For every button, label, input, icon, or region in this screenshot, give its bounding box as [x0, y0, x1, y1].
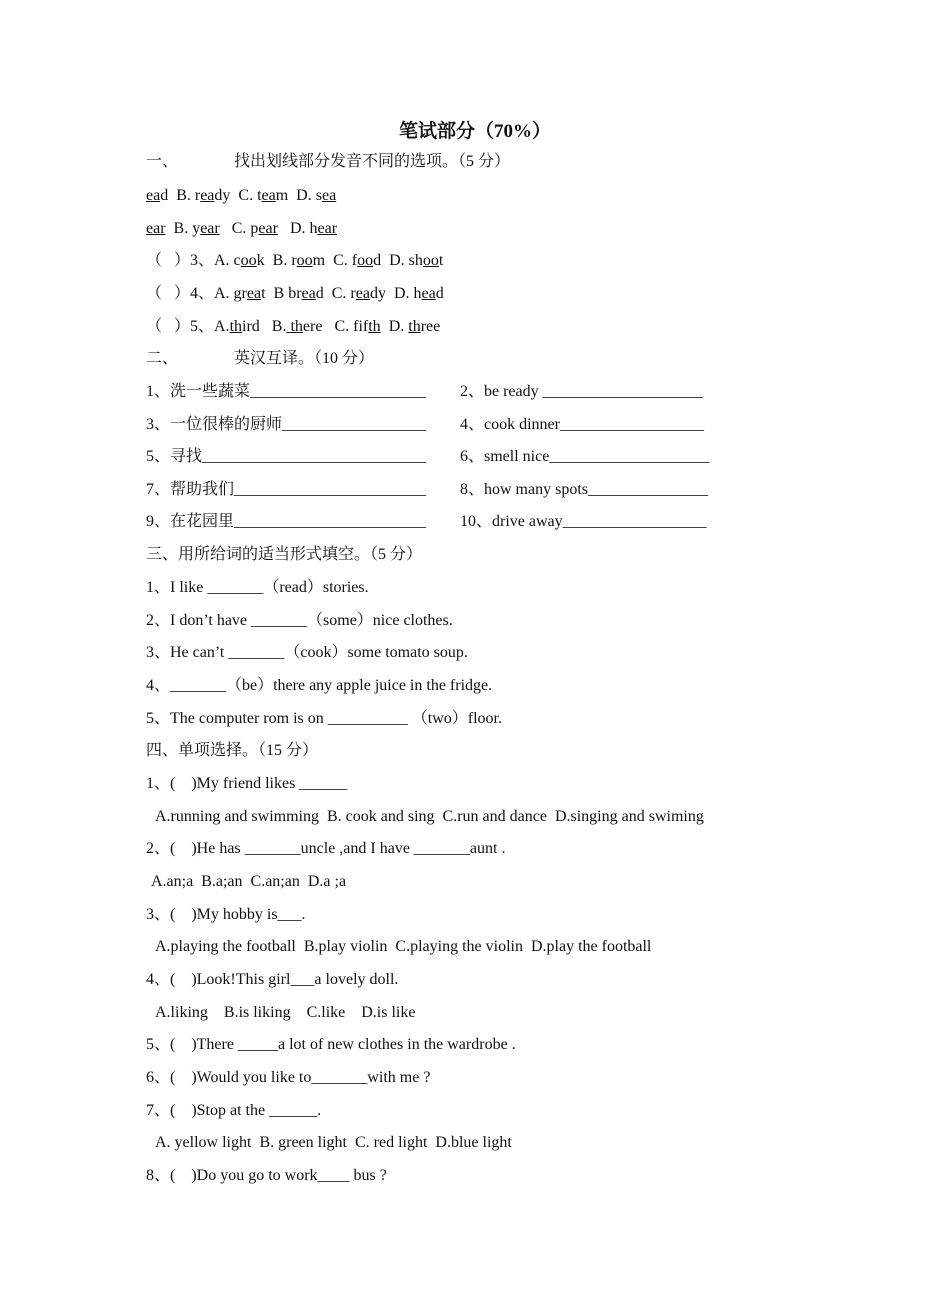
s4-options: A.an;a B.a;an C.an;an D.a ;a — [151, 873, 347, 890]
s4-options: A.liking B.is liking C.like D.is like — [155, 1004, 416, 1021]
text: d D. sh — [373, 252, 423, 269]
section-1-heading — [146, 152, 510, 172]
s3-item: 4、_______（be）there any apple juice in the fridge. — [146, 677, 493, 694]
text: t B br — [261, 285, 302, 302]
text: m D. s — [275, 187, 322, 204]
underlined-text: oo — [296, 252, 313, 269]
s4-question: 3、( )My hobby is___. — [146, 906, 306, 923]
s1-question-1 — [146, 186, 336, 206]
s4-question: 6、( )Would you like to_______with me ? — [146, 1069, 431, 1086]
text: B. y — [165, 220, 201, 237]
underlined-text: ear — [200, 220, 220, 237]
s4-question: 1、( )My friend likes ______ — [146, 775, 348, 792]
text: d C. r — [315, 285, 356, 302]
text: m C. f — [312, 252, 358, 269]
text: d — [435, 285, 444, 302]
underlined-text: oo — [240, 252, 257, 269]
underlined-text: ear — [317, 220, 338, 237]
s4-options: A. yellow light B. green light C. red light D.blue light — [155, 1134, 512, 1151]
underlined-text: ea — [146, 187, 161, 204]
underlined-text: ear — [258, 220, 278, 237]
text: C. p — [219, 220, 259, 237]
section-2-heading — [146, 349, 374, 369]
text: ere C. fif — [302, 318, 369, 335]
s3-item: 2、I don’t have _______（some）nice clothes. — [146, 612, 453, 629]
s2-item-right: 4、cook dinner__________________ — [460, 416, 704, 433]
s4-question: 4、( )Look!This girl___a lovely doll. — [146, 971, 399, 988]
s4-question: 5、( )There _____a lot of new clothes in the wardrobe . — [146, 1036, 516, 1053]
underlined-text: oo — [357, 252, 374, 269]
s4-question: 8、( )Do you go to work____ bus ? — [146, 1167, 387, 1184]
s2-item-left: 5、寻找____________________________ — [146, 448, 427, 465]
s2-item-right: 6、smell nice____________________ — [460, 448, 710, 465]
s4-question: 7、( )Stop at the ______. — [146, 1102, 322, 1119]
underlined-text: ear — [146, 220, 166, 237]
underlined-text: ea — [321, 187, 337, 204]
text: ird B. — [242, 318, 287, 335]
s2-item-right: 2、be ready ____________________ — [460, 383, 703, 400]
s2-item-right: 8、how many spots_______________ — [460, 481, 709, 498]
section-4-heading: 四、单项选择。（15 分） — [146, 742, 319, 759]
text: ree — [420, 318, 441, 335]
underlined-text: ea — [421, 285, 436, 302]
s3-item: 1、I like _______（read）stories. — [146, 579, 369, 596]
text: （ ）4、A. gr — [146, 285, 247, 302]
underlined-text: ea — [246, 285, 262, 302]
s2-item-left: 7、帮助我们________________________ — [146, 481, 427, 498]
s1-question-3 — [146, 251, 443, 271]
text: dy C. t — [214, 187, 262, 204]
underlined-text: th — [229, 318, 243, 335]
section-2-instruction: 英汉互译。（10 分） — [234, 350, 375, 367]
underlined-text: oo — [422, 252, 439, 269]
text: dy D. h — [369, 285, 422, 302]
s2-item-right: 10、drive away__________________ — [460, 513, 707, 530]
s1-question-4 — [146, 284, 444, 304]
s1-question-2 — [146, 219, 337, 239]
s1-question-5 — [146, 317, 440, 337]
underlined-text: th — [286, 318, 303, 335]
s3-item: 5、The computer rom is on __________ （two）floor. — [146, 710, 502, 727]
s2-item-left: 3、一位很棒的厨师__________________ — [146, 416, 427, 433]
underlined-text: ea — [355, 285, 370, 302]
page-title: 笔试部分（70%） — [398, 121, 551, 142]
section-1-instruction: 找出划线部分发音不同的选项。（5 分） — [234, 153, 511, 170]
s2-item-left: 9、在花园里________________________ — [146, 513, 427, 530]
underlined-text: th — [408, 318, 421, 335]
s4-options: A.playing the football B.play violin C.playing the violin D.play the football — [155, 938, 652, 955]
text: （ ）5、A. — [146, 318, 230, 335]
text: （ ）3、A. c — [146, 252, 241, 269]
underlined-text: ea — [200, 187, 215, 204]
s4-question: 2、( )He has _______uncle ,and I have _______aunt . — [146, 840, 506, 857]
text: t — [438, 252, 444, 269]
s2-item-left: 1、洗一些蔬菜______________________ — [146, 383, 427, 400]
s3-item: 3、He can’t _______（cook）some tomato soup. — [146, 644, 468, 661]
text: k B. r — [256, 252, 297, 269]
s4-options: A.running and swimming B. cook and sing C.run and dance D.singing and swiming — [155, 808, 704, 825]
underlined-text: th — [368, 318, 381, 335]
section-2-number: 二、 — [146, 350, 179, 367]
text: d B. r — [160, 187, 201, 204]
section-3-heading: 三、用所给词的适当形式填空。（5 分） — [146, 546, 423, 563]
underlined-text: ea — [301, 285, 316, 302]
section-1-number: 一、 — [146, 153, 179, 170]
underlined-text: ea — [261, 187, 276, 204]
text: D. h — [277, 220, 318, 237]
text: D. — [380, 318, 409, 335]
